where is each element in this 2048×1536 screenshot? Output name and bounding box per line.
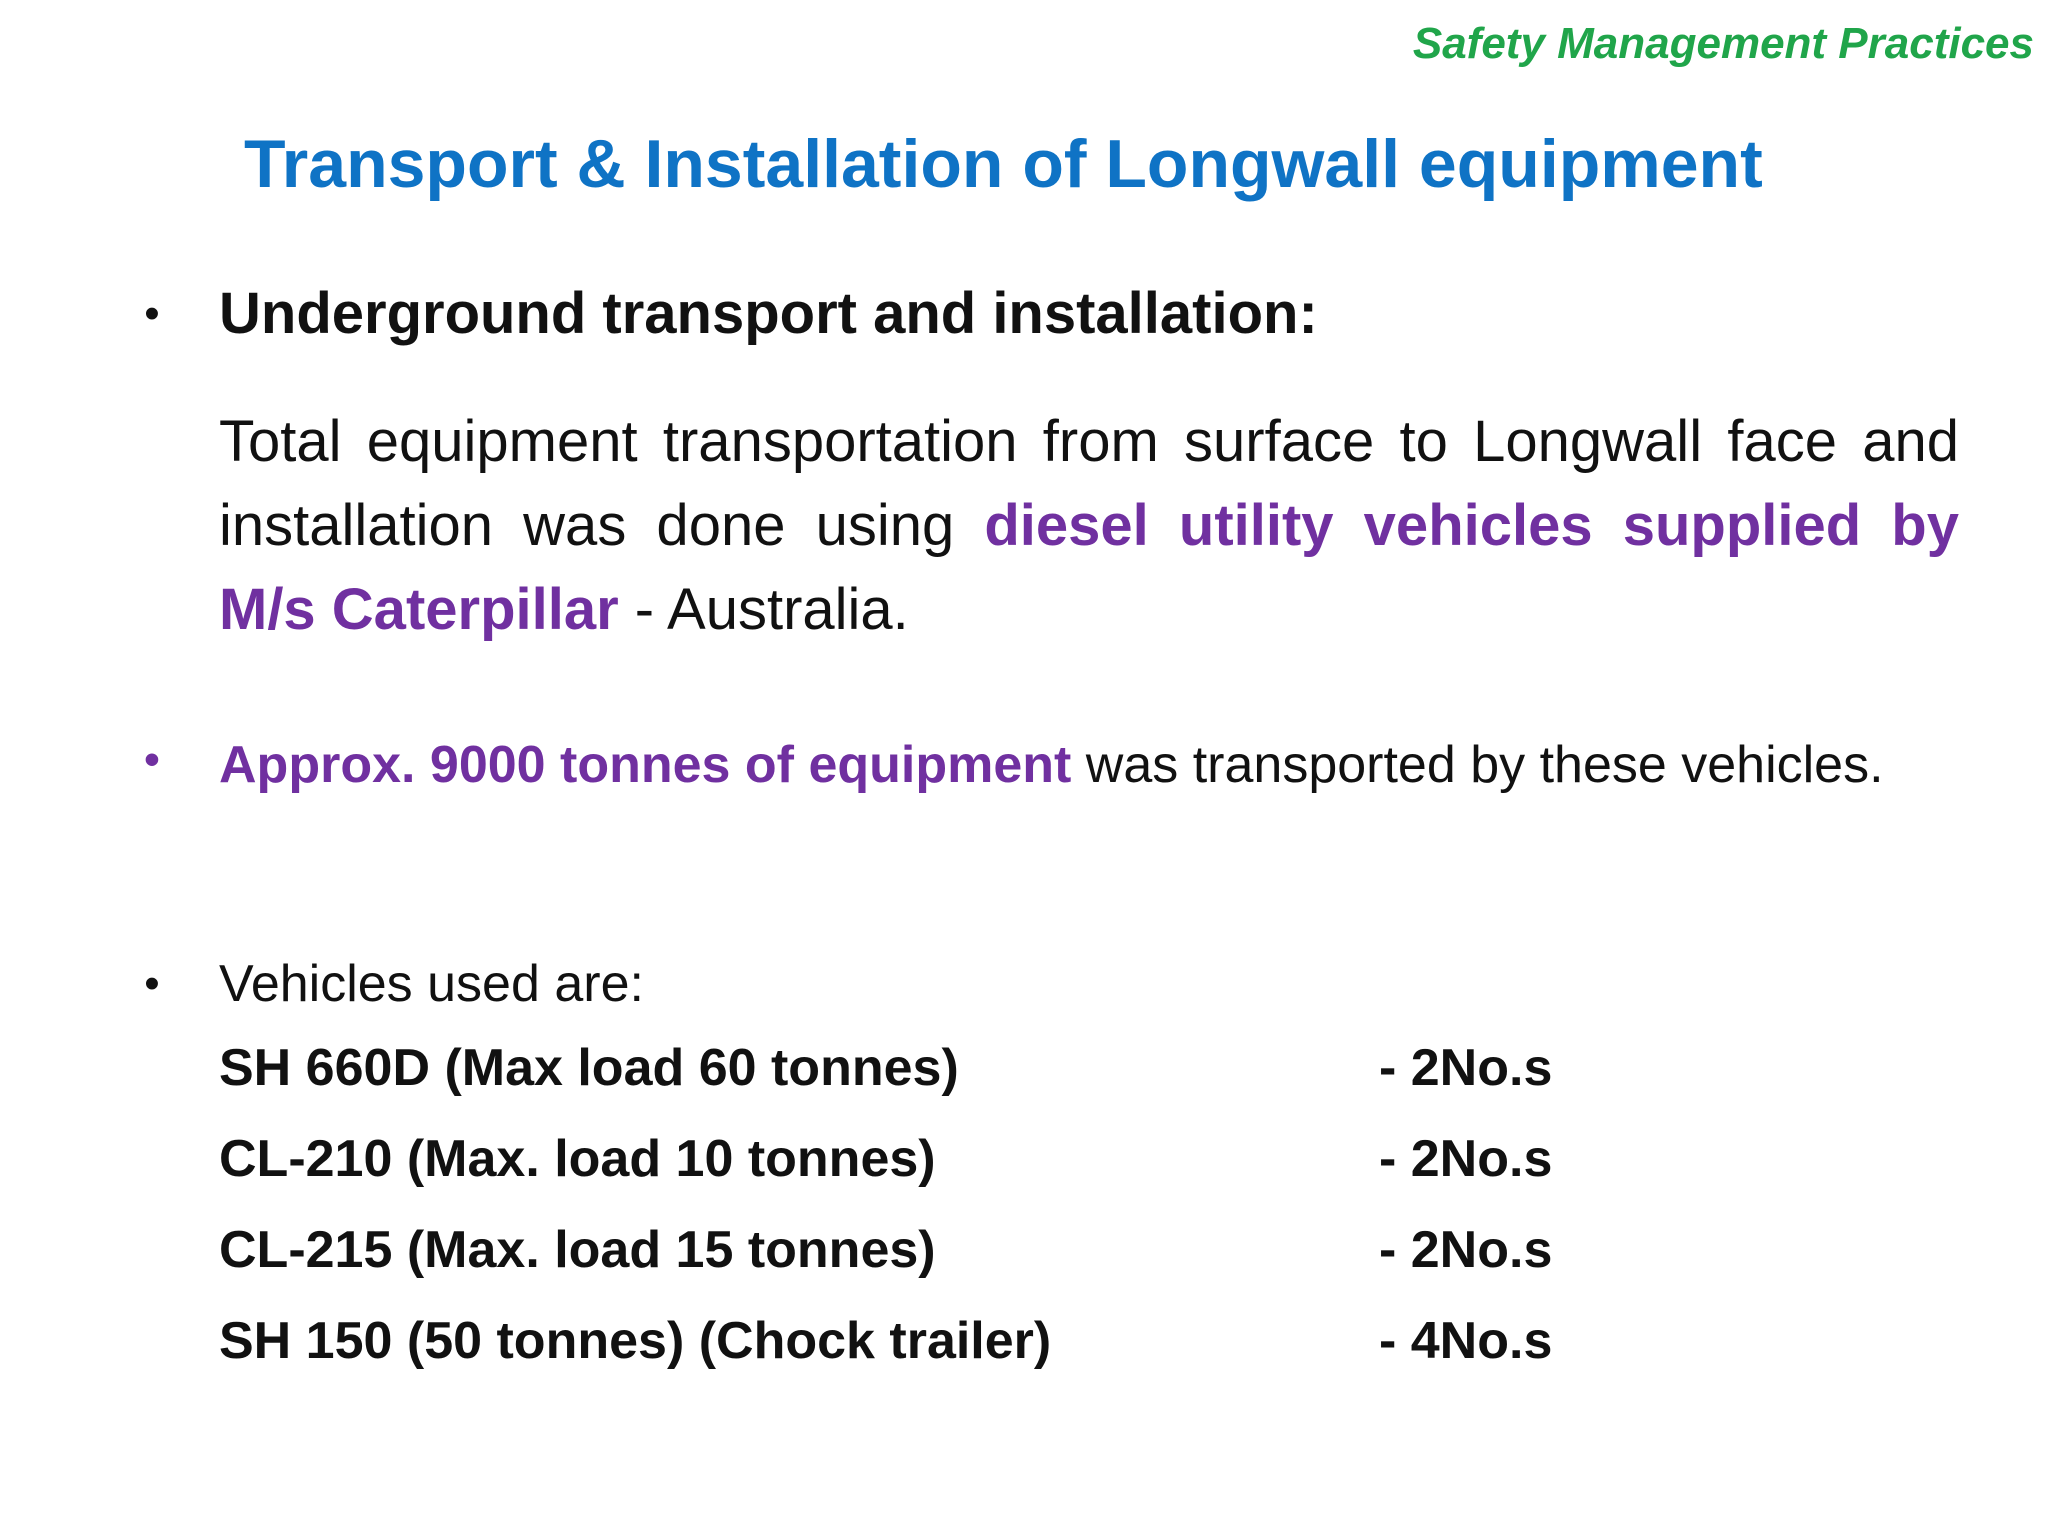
vehicle-count: - 4No.s [1379,1312,1553,1370]
bullet-marker-underground: • [144,289,160,338]
approx-text: was transported by these vehicles. [1071,736,1884,794]
paragraph-prefix: Total equipment transportation from surface to Longwall face and installation was done using [219,409,1959,558]
paragraph-highlight-vehicles: diesel utility vehicles supplied by M/s Caterpillar [219,493,1959,642]
section-paragraph-underground [219,400,1959,652]
section-paragraph-approx [219,728,1959,803]
vehicle-name: CL-215 (Max. load 15 tonnes) [219,1221,936,1279]
vehicle-name: CL-210 (Max. load 10 tonnes) [219,1130,936,1188]
vehicle-name: SH 150 (50 tonnes) (Chock trailer) [219,1312,1052,1370]
vehicle-count: - 2No.s [1379,1221,1553,1279]
top-tag: Safety Management Practices [1412,19,2034,68]
vehicle-count: - 2No.s [1379,1130,1553,1188]
bullet-marker-vehicles: • [144,959,160,1008]
vehicle-count: - 2No.s [1379,1039,1553,1097]
bullet-marker-approx: • [144,735,160,784]
vehicle-row [219,1130,1569,1224]
vehicle-row [219,1221,1569,1315]
slide-title: Transport & Installation of Longwall equipment [244,126,1763,202]
vehicles-list [219,1039,1569,1406]
vehicle-name: SH 660D (Max load 60 tonnes) [219,1039,959,1097]
vehicle-row [219,1039,1569,1133]
vehicle-row [219,1312,1569,1406]
approx-highlight: Approx. 9000 tonnes of equipment [219,736,1072,794]
vehicles-label: Vehicles used are: [219,955,644,1013]
paragraph-suffix: - Australia. [618,577,909,642]
section-heading-underground: Underground transport and installation: [219,281,1318,346]
